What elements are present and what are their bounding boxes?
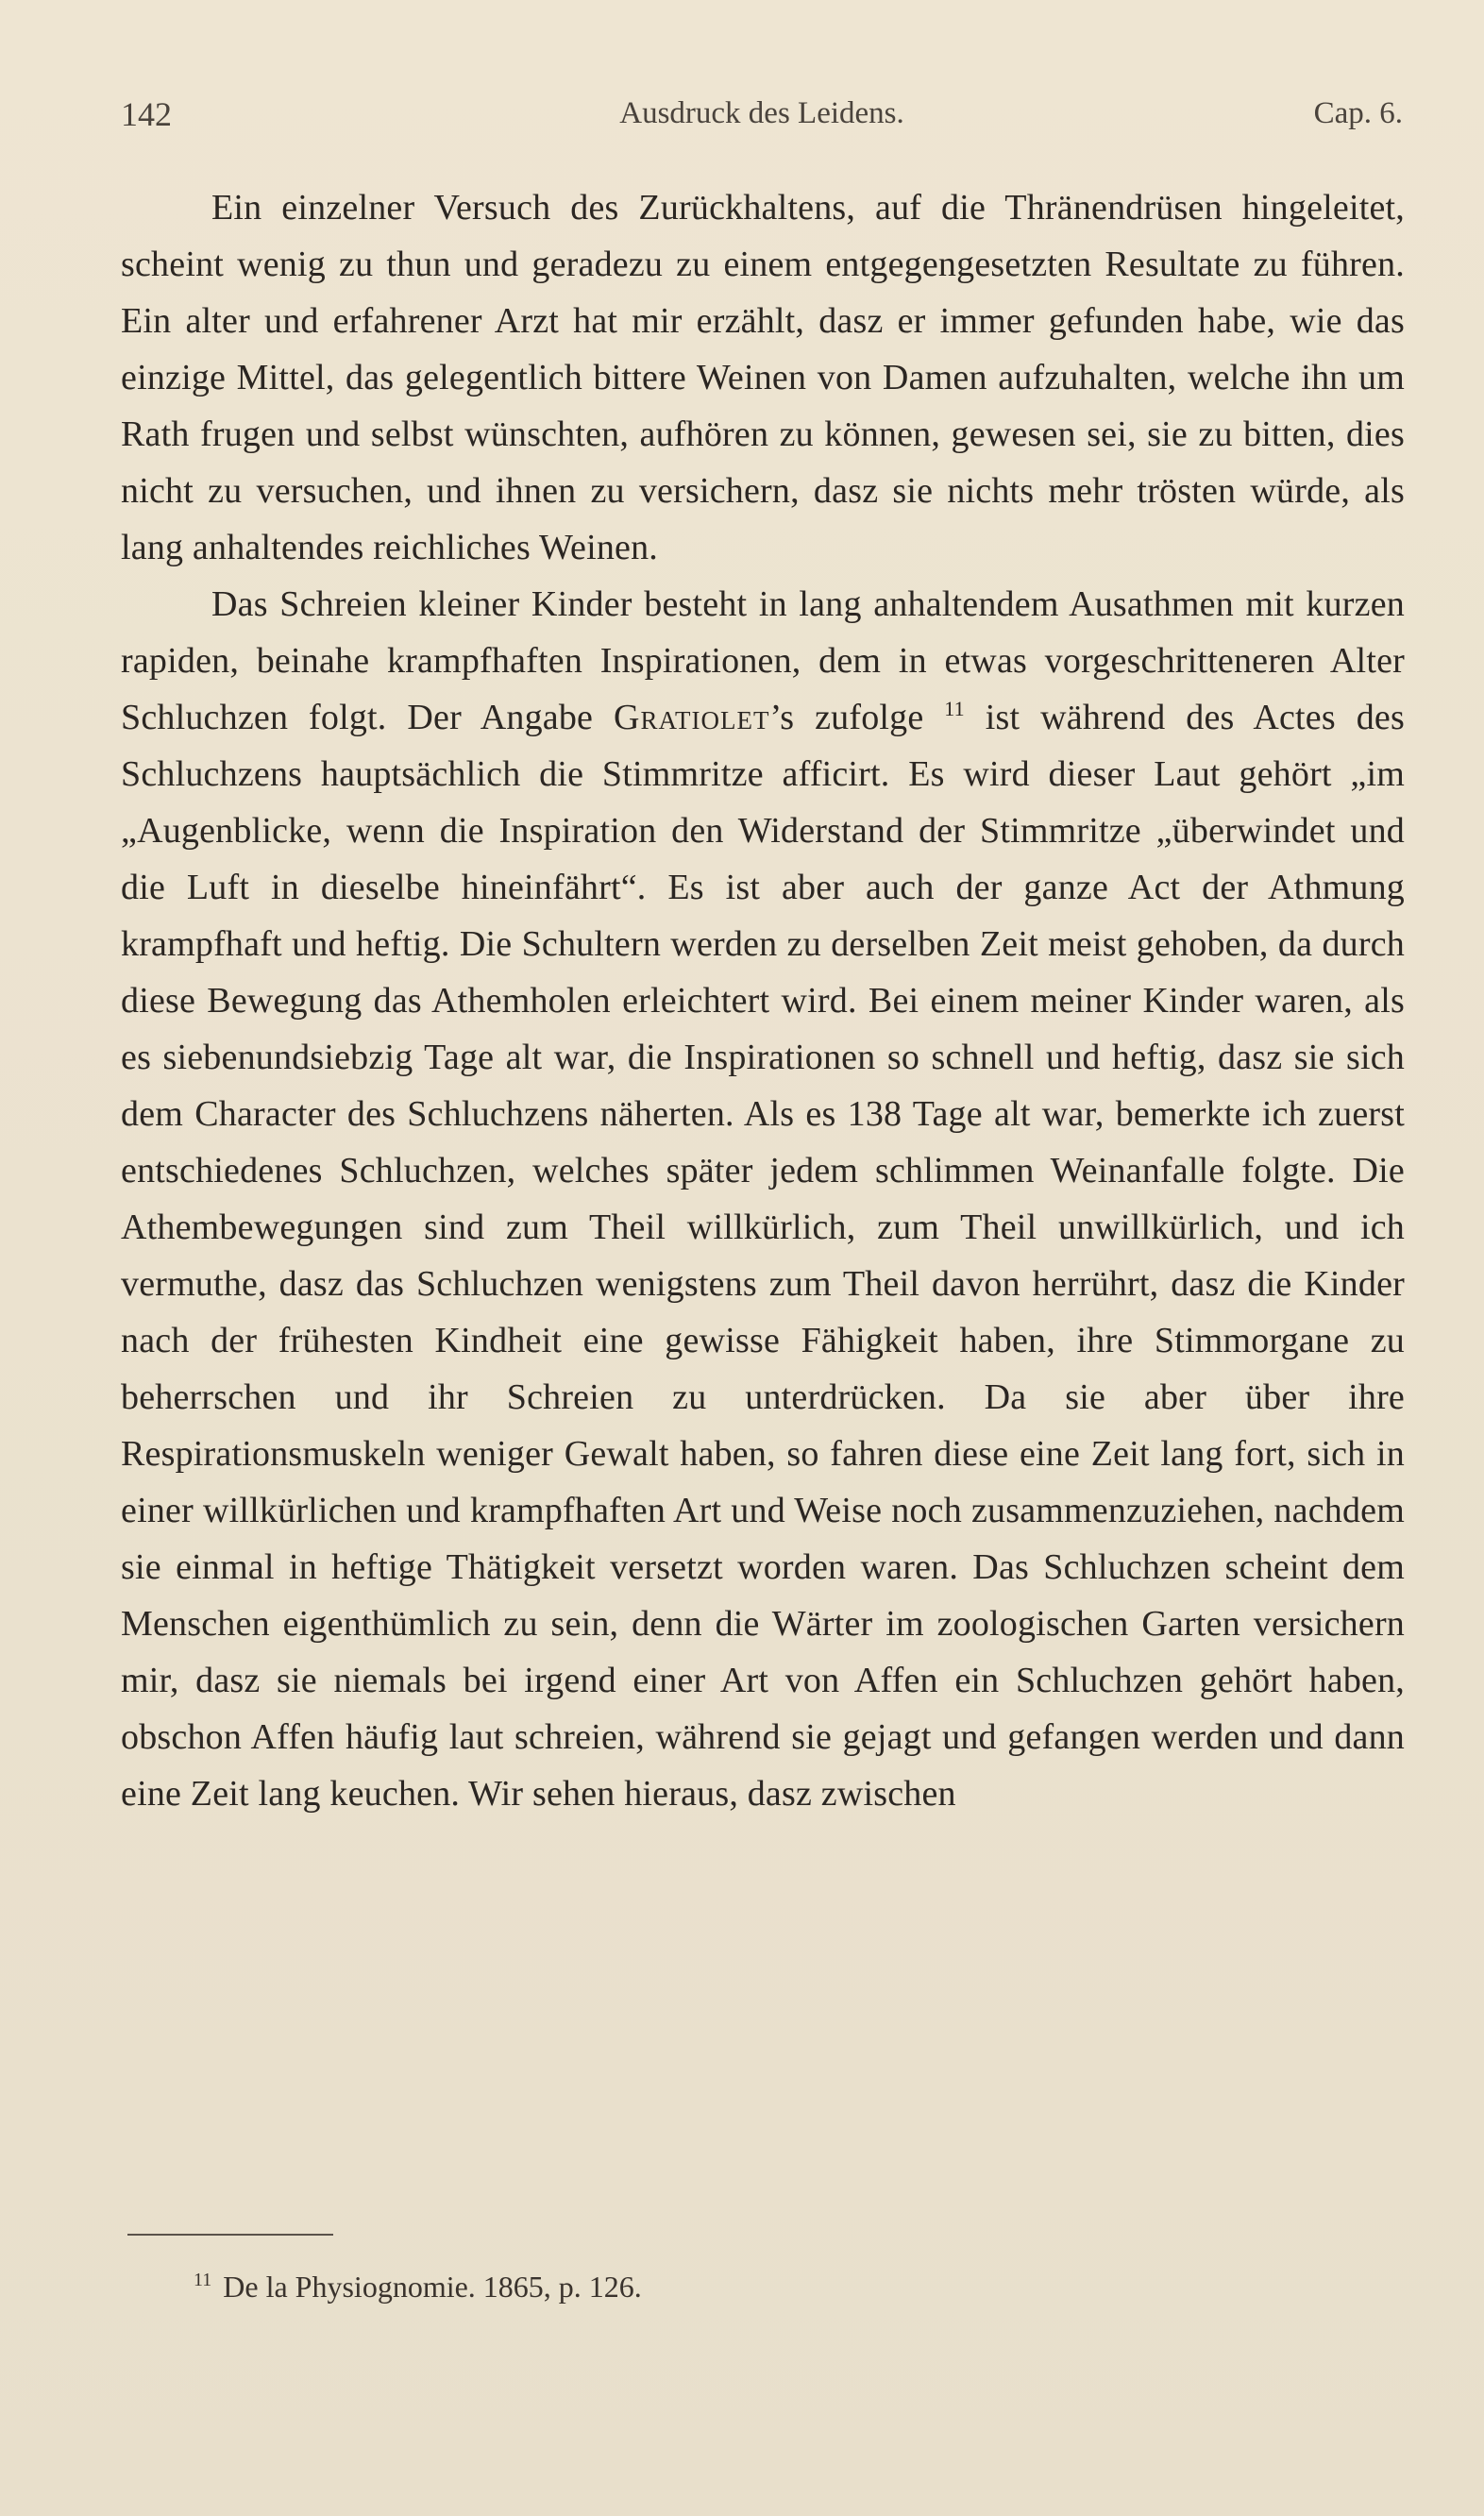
footnote-divider — [127, 2234, 333, 2236]
text-segment: Ein einzelner Versuch des Zurückhaltens, auf die Thränendrüsen hingeleitet, scheint wenig zu thun und geradezu zu einem entgegengesetzten Resultate zu führen. Ein alter und erfahrener Arzt hat mir erzählt, dasz er immer gefunden habe, wie das einzige Mittel, das gelegentlich bittere Weinen von Damen aufzuhalten, welche ihn um Rath frugen und selbst wünschten, aufhören zu können, gewesen sei, sie zu bitten, dies nicht zu versuchen, und ihnen zu versichern, dasz sie nichts mehr trösten würde, als lang anhaltendes reichliches Weinen. — [121, 188, 1405, 567]
paragraph — [121, 179, 1405, 576]
text-segment: ist während des Actes des Schluchzens hauptsächlich die Stimmritze afficirt. Es wird dieser Laut gehört „im „Augenblicke, wenn die Inspiration den Widerstand der Stimmritze „überwindet und die Luft in dieselbe hineinfährt“. Es ist aber auch der ganze Act der Athmung krampfhaft und heftig. Die Schultern werden zu derselben Zeit meist gehoben, da durch diese Bewegung das Athemholen erleichtert wird. Bei einem meiner Kinder waren, als es siebenundsiebzig Tage alt war, die Inspirationen so schnell und heftig, dasz sie sich dem Character des Schluchzens näherten. Als es 138 Tage alt war, bemerkte ich zuerst entschiedenes Schluchzen, welches später jedem schlimmen Weinanfalle folgte. Die Athembewegungen sind zum Theil willkürlich, zum Theil unwillkürlich, und ich vermuthe, dasz das Schluchzen wenigstens zum Theil davon herrührt, dasz die Kinder nach der frühesten Kindheit eine gewisse Fähigkeit haben, ihre Stimmorgane zu beherrschen und ihr Schreien zu unterdrücken. Da sie aber über ihre Respirationsmuskeln weniger Gewalt haben, so fahren diese eine Zeit lang fort, sich in einer willkürlichen und krampfhaften Art und Weise noch zusammenzuziehen, nachdem sie einmal in heftige Thätigkeit versetzt worden waren. Das Schluchzen scheint dem Menschen eigenthümlich zu sein, denn die Wärter im zoologischen Garten versichern mir, dasz sie niemals bei irgend einer Art von Affen ein Schluchzen gehört haben, obschon Affen häufig laut schreien, während sie gejagt und gefangen werden und dann eine Zeit lang keuchen. Wir sehen hieraus, dasz zwischen — [121, 698, 1405, 1814]
footnote-marker: 11 — [194, 2270, 212, 2290]
text-segment: ’s zufolge — [769, 698, 945, 737]
chapter-label: Cap. 6. — [1313, 96, 1403, 130]
author-name: Gratiolet — [614, 698, 770, 737]
running-header — [121, 94, 1403, 142]
footnote-text: De la Physiognomie. 1865, p. 126. — [223, 2270, 642, 2304]
paragraph — [121, 576, 1405, 1822]
footnote — [194, 2270, 642, 2305]
footnote-reference: 11 — [944, 697, 965, 720]
main-text — [121, 179, 1405, 1822]
running-title: Ausdruck des Leidens. — [619, 96, 904, 130]
page-number: 142 — [121, 95, 172, 133]
text-segment: Das Schreien kleiner Kinder besteht in lang anhaltendem Ausathmen mit kurzen rapiden, beinahe krampfhaften Inspirationen, dem in etwas vorgeschritteneren Alter Schluchzen folgt. Der Angabe — [121, 584, 1405, 737]
